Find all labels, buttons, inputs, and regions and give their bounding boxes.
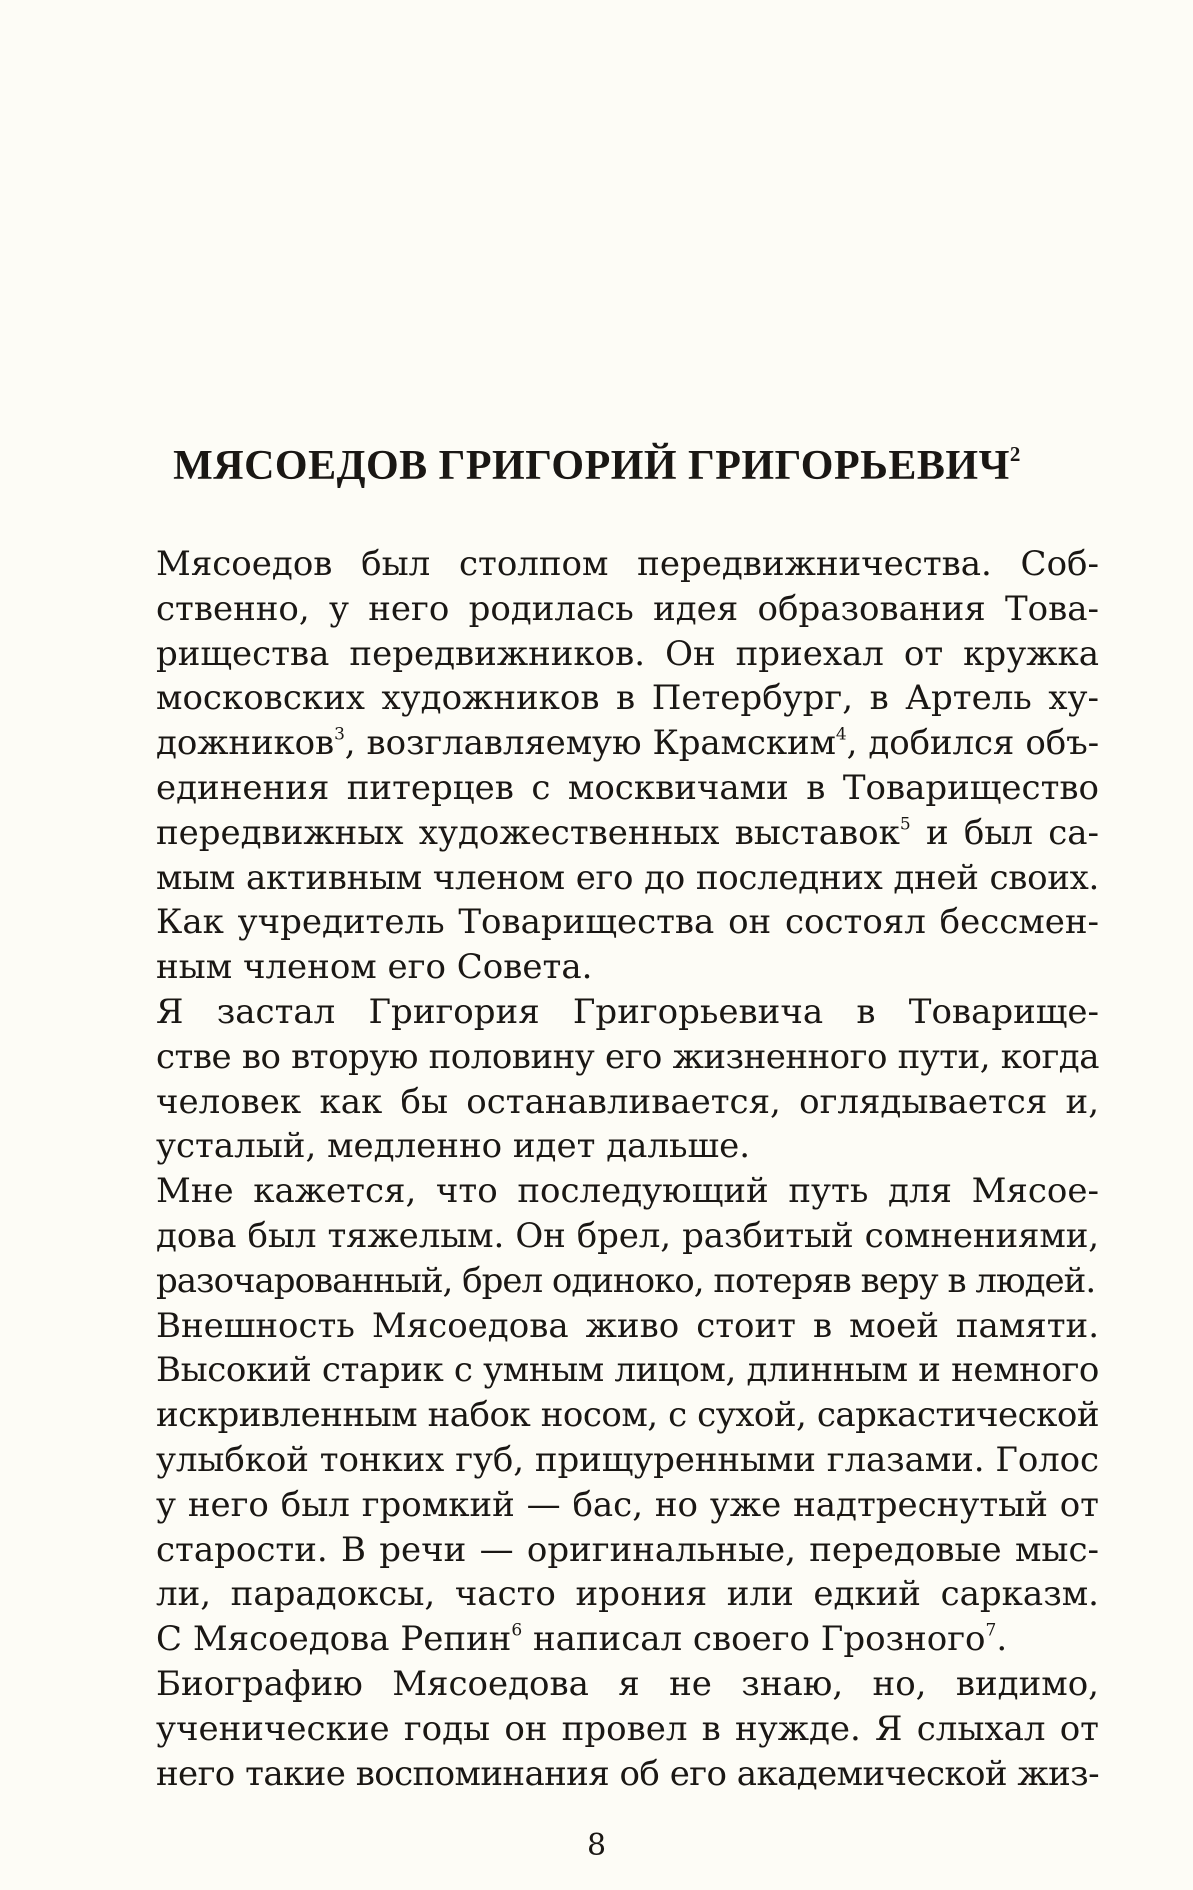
text-segment: мым активным членом его до последних дней своих.	[156, 857, 1099, 898]
text-segment: Внешность Мясоедова живо стоит в моей памяти.	[156, 1305, 1099, 1346]
footnote-ref: 7	[985, 1620, 997, 1641]
text-segment: дова был тяжелым. Он брел, разбитый сомнениями,	[156, 1215, 1099, 1256]
text-line	[93, 1169, 1099, 1214]
text-segment: разочарованный, брел одиноко, потеряв веру в людей.	[156, 1260, 1096, 1301]
text-segment: усталый, медленно идет дальше.	[156, 1126, 751, 1167]
page-number: 8	[586, 1828, 607, 1863]
text-line	[93, 1572, 1099, 1617]
footnote-ref: 5	[899, 814, 911, 835]
text-line	[93, 1752, 1099, 1797]
text-segment: Биографию Мясоедова я не знаю, но, видимо,	[156, 1663, 1099, 1704]
text-segment: , добился объ-	[846, 723, 1099, 764]
text-line	[93, 587, 1099, 632]
text-segment: ственно, у него родилась идея образования Това-	[156, 588, 1099, 629]
text-line	[93, 766, 1099, 811]
text-segment: ученические годы он провел в нужде. Я слыхал от	[156, 1708, 1099, 1749]
text-line	[93, 856, 1099, 901]
text-line	[93, 1348, 1099, 1393]
text-segment: Мне кажется, что последующий путь для Мясое-	[156, 1171, 1099, 1212]
text-line	[93, 1259, 1099, 1304]
footnote-ref: 6	[511, 1620, 523, 1641]
text-segment: стве во вторую половину его жизненного пути, когда	[156, 1036, 1099, 1077]
chapter-title	[96, 438, 1098, 494]
text-line	[93, 632, 1099, 677]
text-line	[93, 1035, 1099, 1080]
text-segment: человек как бы останавливается, оглядывается и,	[156, 1081, 1099, 1122]
text-segment: рищества передвижников. Он приехал от кружка	[156, 633, 1099, 674]
text-line	[93, 1528, 1099, 1573]
text-segment: Как учредитель Товарищества он состоял бессмен-	[156, 902, 1099, 943]
text-segment: искривленным набок носом, с сухой, саркастической	[156, 1395, 1099, 1436]
text-line	[93, 1304, 1099, 1349]
text-segment: , возглавляемую Крамским	[344, 723, 836, 764]
text-segment: написал своего Грозного	[522, 1619, 986, 1660]
paragraph	[93, 1169, 1099, 1303]
text-segment: старости. В речи — оригинальные, передовые мыс-	[156, 1529, 1099, 1570]
text-segment: дожников	[156, 723, 335, 764]
text-line	[93, 900, 1099, 945]
body-text	[93, 542, 1099, 1796]
text-segment: него такие воспоминания об его академической жиз-	[156, 1753, 1099, 1794]
paragraph	[93, 1662, 1099, 1796]
text-line	[93, 990, 1099, 1035]
text-line	[93, 721, 1099, 766]
text-segment: единения питерцев с москвичами в Товарищество	[156, 767, 1099, 808]
text-segment: Я застал Григория Григорьевича в Товарище-	[156, 991, 1099, 1032]
text-segment: у него был громкий — бас, но уже надтреснутый от	[156, 1484, 1099, 1525]
text-line	[93, 542, 1099, 587]
text-line	[93, 1393, 1099, 1438]
text-segment: Высокий старик с умным лицом, длинным и немного	[156, 1350, 1099, 1391]
text-segment: передвижных художественных выставок	[156, 812, 900, 853]
text-line	[93, 811, 1099, 856]
text-segment: ным членом его Совета.	[156, 947, 593, 988]
paragraph	[93, 542, 1099, 990]
text-segment: С Мясоедова Репин	[156, 1619, 512, 1660]
text-line	[93, 676, 1099, 721]
text-segment: и был са-	[910, 812, 1099, 853]
text-segment: Мясоедов был столпом передвижничества. Соб-	[156, 544, 1099, 584]
footnote-ref: 4	[835, 724, 847, 745]
footnote-ref: 2	[1009, 442, 1021, 467]
chapter-title-text: МЯСОЕДОВ ГРИГОРИЙ ГРИГОРЬЕВИЧ	[173, 443, 1010, 489]
text-segment: московских художников в Петербург, в Артель ху-	[156, 678, 1099, 719]
text-segment: ли, парадоксы, часто ирония или едкий сарказм.	[156, 1574, 1099, 1615]
text-segment: улыбкой тонких губ, прищуренными глазами. Голос	[156, 1439, 1099, 1480]
text-segment: .	[996, 1619, 1008, 1660]
paragraph	[93, 1304, 1099, 1662]
text-line	[93, 1124, 1099, 1169]
text-line	[93, 1662, 1099, 1707]
text-line	[93, 1080, 1099, 1125]
text-line	[93, 945, 1099, 990]
text-line	[93, 1617, 1099, 1662]
footnote-ref: 3	[334, 724, 345, 745]
text-line	[93, 1438, 1099, 1483]
paragraph	[93, 990, 1099, 1169]
text-line	[93, 1483, 1099, 1528]
text-line	[93, 1214, 1099, 1259]
text-line	[93, 1707, 1099, 1752]
